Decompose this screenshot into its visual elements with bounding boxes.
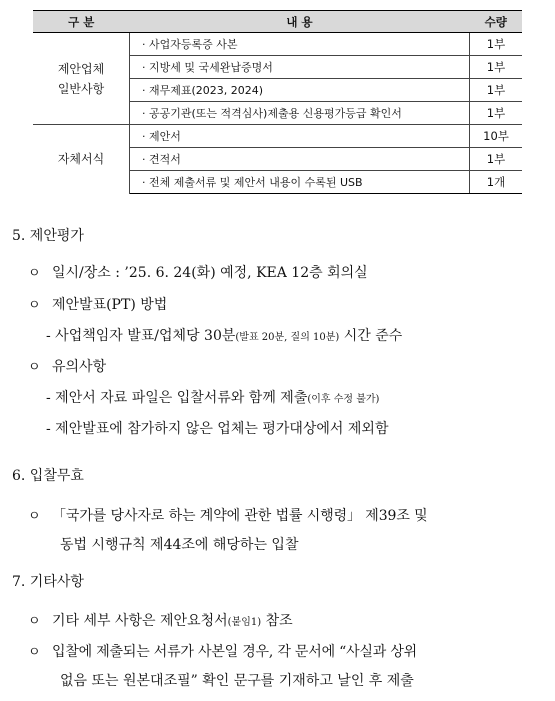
section-5-note-1 — [46, 387, 379, 407]
section-5-pt-time — [46, 325, 402, 345]
qty-cell: 1개 — [470, 171, 523, 194]
note-1-main: - 제안서 자료 파일은 입찰서류와 함께 제출 — [46, 390, 308, 406]
qty-cell: 1부 — [470, 148, 523, 171]
item-cell: · 재무제표(2023, 2024) — [130, 79, 470, 102]
qty-cell: 1부 — [470, 56, 523, 79]
qty-cell: 1부 — [470, 33, 523, 56]
section-5-title: 5. 제안평가 — [12, 228, 84, 244]
category-cell: 자체서식 — [33, 125, 130, 194]
bullet-icon: ㅇ — [28, 645, 41, 660]
section-7-title: 7. 기타사항 — [12, 574, 84, 590]
section-6-line-2: 동법 시행규칙 제44조에 해당하는 입찰 — [60, 537, 299, 553]
category-label-line2: 일반사항 — [57, 81, 105, 96]
section-5-pt-method: 제안발표(PT) 방법 — [52, 297, 168, 313]
pt-time-detail: (발표 20분, 질의 10분) — [235, 332, 340, 343]
header-content: 내 용 — [130, 11, 470, 33]
header-category: 구 분 — [33, 11, 130, 33]
category-cell — [33, 33, 130, 125]
item-cell: · 전체 제출서류 및 제안서 내용이 수록된 USB — [130, 171, 470, 194]
section-7-copy-line-1: 입찰에 제출되는 서류가 사본일 경우, 각 문서에 “사실과 상위 — [52, 644, 417, 660]
reference-end: 참조 — [261, 613, 293, 629]
submission-documents-table — [33, 10, 522, 194]
reference-attachment: (붙임1) — [227, 617, 262, 628]
item-cell: · 공공기관(또는 적격심사)제출용 신용평가등급 확인서 — [130, 102, 470, 125]
table-header-row — [33, 11, 522, 33]
qty-cell: 1부 — [470, 102, 523, 125]
pt-time-end: 시간 준수 — [339, 328, 403, 344]
section-5-note-2: - 제안발표에 참가하지 않은 업체는 평가대상에서 제외함 — [46, 421, 389, 437]
bullet-icon: ㅇ — [28, 266, 41, 281]
section-5-schedule: 일시/장소 : ’25. 6. 24(화) 예정, KEA 12층 회의실 — [52, 265, 368, 281]
bullet-icon: ㅇ — [28, 298, 41, 313]
header-qty: 수량 — [470, 11, 523, 33]
pt-time-main: - 사업책임자 발표/업체당 30분 — [46, 328, 236, 344]
table-row — [33, 33, 522, 56]
qty-cell: 10부 — [470, 125, 523, 148]
section-7-copy-line-2: 없음 또는 원본대조필” 확인 문구를 기재하고 날인 후 제출 — [60, 673, 414, 689]
bullet-icon: ㅇ — [28, 509, 41, 524]
item-cell: · 지방세 및 국세완납증명서 — [130, 56, 470, 79]
qty-cell: 1부 — [470, 79, 523, 102]
section-6-title: 6. 입찰무효 — [12, 468, 84, 484]
item-cell: · 견적서 — [130, 148, 470, 171]
section-5-notes: 유의사항 — [52, 359, 107, 375]
reference-main: 기타 세부 사항은 제안요청서 — [52, 613, 228, 629]
category-label-line1: 제안업체 — [57, 61, 105, 76]
item-cell: · 사업자등록증 사본 — [130, 33, 470, 56]
section-7-reference — [52, 610, 293, 630]
table-row — [33, 125, 522, 148]
bullet-icon: ㅇ — [28, 360, 41, 375]
item-cell: · 제안서 — [130, 125, 470, 148]
section-6-line-1: 「국가를 당사자로 하는 계약에 관한 법률 시행령」 제39조 및 — [52, 508, 428, 524]
bullet-icon: ㅇ — [28, 614, 41, 629]
note-1-detail: (이후 수정 불가) — [307, 394, 380, 405]
